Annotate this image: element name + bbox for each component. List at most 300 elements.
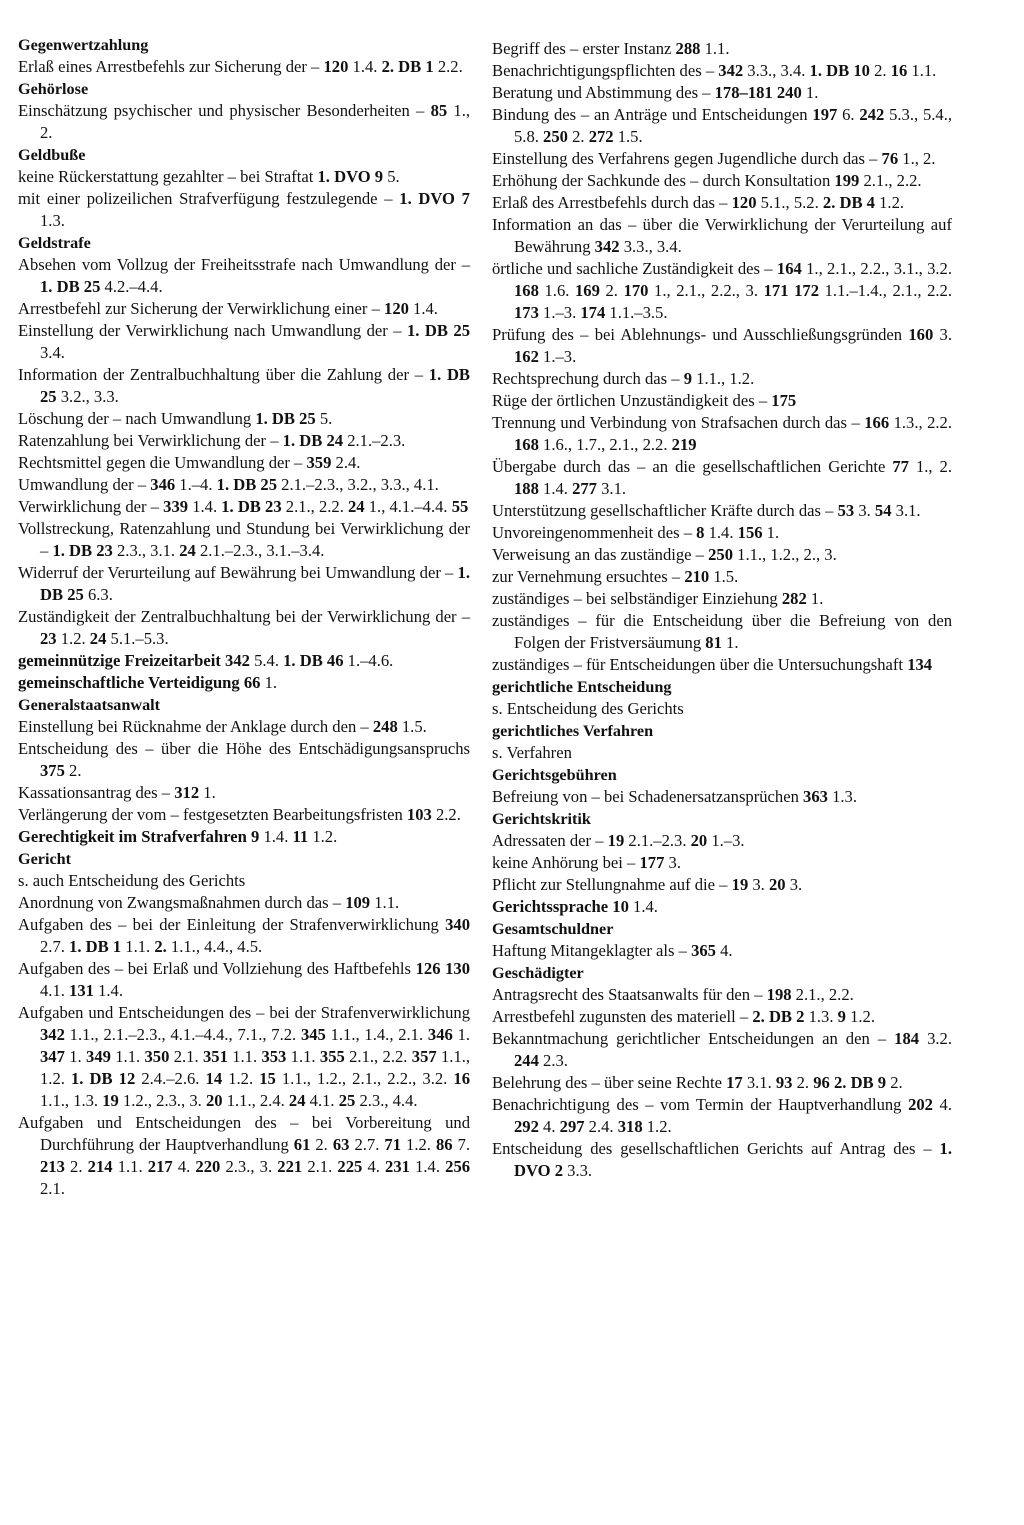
entry-text: Widerruf der Verurteilung auf Bewährung bei Umwandlung der – [18,563,458,582]
reference-number: 85 [430,101,448,120]
index-entry [492,500,952,522]
entry-text: Erlaß des Arrestbefehls durch das – [492,193,732,212]
index-entry [18,672,470,694]
entry-text: Aufgaben und Entscheidungen des – bei Vorbereitung und Durchführung der Hauptverhandlung [18,1113,470,1154]
index-entry [18,452,470,474]
reference-number: 221 [277,1157,303,1176]
entry-text: 3.1. [891,501,921,520]
entry-text: keine Anhörung bei – [492,853,640,872]
reference-number: 357 [411,1047,437,1066]
reference-number: 63 [332,1135,350,1154]
entry-text: Einschätzung psychischer und physischer Besonderheiten – [18,101,431,120]
entry-text: 1.3. [827,787,857,806]
reference-number: 214 [87,1157,113,1176]
entry-text: 3. [933,325,952,344]
entry-text: Bekanntmachung gerichtlicher Entscheidungen an den – [492,1029,895,1048]
entry-text: 1.1., 2.1.–2.3., 4.1.–4.4., 7.1., 7.2. [64,1025,301,1044]
reference-number: 231 [385,1157,410,1176]
reference-number: 168 [514,281,539,300]
index-heading: Gerichtsgebühren [492,766,617,784]
reference-number: 55 [451,497,469,516]
index-entry [18,1002,470,1112]
entry-text: 1.2. [308,827,338,846]
reference-number: 1. DB 25 [40,365,470,406]
index-entry [18,738,470,782]
index-entry [492,654,952,676]
reference-number: 1. DB 25 [407,321,470,340]
reference-number: 342 [718,61,744,80]
entry-text: Arrestbefehl zugunsten des materiell – [492,1007,753,1026]
index-entry [492,830,952,852]
reference-number: 19 [731,875,749,894]
entry-text: Pflicht zur Stellungnahme auf die – [492,875,732,894]
entry-text: Aufgaben des – bei der Einleitung der Strafenverwirklichung [18,915,446,934]
index-entry [492,456,952,500]
entry-text: 1. [806,589,824,608]
entry-text: 1.1. [370,893,400,912]
index-entry [492,940,952,962]
entry-text: 1. [199,783,216,802]
reference-number: 20 [690,831,708,850]
entry-text: Anordnung von Zwangsmaßnahmen durch das – [18,893,346,912]
reference-number: 1. DB 25 [216,475,278,494]
reference-number: 2. DB 9 [833,1073,887,1092]
reference-number: 166 [864,413,890,432]
index-entry [18,562,470,606]
reference-number: 25 [338,1091,356,1110]
entry-text: 1., 4.1.–4.4. [364,497,452,516]
entry-text: örtliche und sachliche Zuständigkeit des – [492,259,777,278]
entry-text: Haftung Mitangeklagter als – [492,941,692,960]
reference-number: 24 [288,1091,306,1110]
entry-text: 1.1. [112,1157,148,1176]
index-entry [18,958,470,1002]
entry-text: 5. [383,167,400,186]
entry-text: Einstellung bei Rücknahme der Anklage durch den – [18,717,373,736]
entry-text: 1.4. [704,523,738,542]
entry-text: 2.4.–2.6. [135,1069,206,1088]
entry-text: 1.1. [700,39,730,58]
index-entry [492,324,952,368]
reference-number: 109 [345,893,371,912]
reference-number: 16 [890,61,908,80]
index-heading: Gegenwertzahlung [18,36,149,54]
reference-number: 160 [908,325,934,344]
entry-text: 2.1.–2.3. [624,831,691,850]
entry-text: 1.1., 2.4. [222,1091,289,1110]
reference-number: 174 [580,303,606,322]
reference-number: 131 [69,981,94,1000]
index-entry [18,606,470,650]
reference-number: 220 [195,1157,221,1176]
entry-text: 2.3., 3.1. [112,541,180,560]
entry-text: 1.1., 1.2. [40,1047,471,1088]
entry-text: 1., 2.1., 2.2., 3.1., 3.2. [801,259,952,278]
entry-text: Antragsrecht des Staatsanwalts für den – [492,985,767,1004]
reference-number: 2. [154,937,167,956]
reference-number: 14 [205,1069,223,1088]
entry-text: Entscheidung des – über die Höhe des Entschädigungsanspruchs [18,739,470,758]
index-entry [492,148,952,170]
reference-number: 170 [623,281,649,300]
entry-text: Vollstreckung, Ratenzahlung und Stundung bei Verwirklichung der – [18,519,470,560]
index-entry [492,522,952,544]
index-entry [18,518,470,562]
entry-text: 3.2. [919,1029,953,1048]
reference-number: 76 [881,149,899,168]
reference-number: gemeinschaftliche Verteidigung 66 [18,673,261,692]
entry-text: Adressaten der – [492,831,608,850]
entry-text: 1. [721,633,739,652]
index-entry [492,38,952,60]
reference-number: 350 [144,1047,170,1066]
entry-text: 2.1. [169,1047,203,1066]
reference-number: 1. DVO 2 [514,1139,952,1180]
reference-number: 20 [205,1091,223,1110]
index-entry [18,254,470,298]
reference-number: 199 [834,171,860,190]
reference-number: 340 [445,915,470,934]
reference-number: 355 [319,1047,345,1066]
entry-text: 1.5. [397,717,427,736]
entry-text: 1.3. [40,211,65,230]
entry-text: 1., 2. [898,149,936,168]
entry-text: Einstellung der Verwirklichung nach Umwandlung der – [18,321,407,340]
entry-text: 5.4. [249,651,284,670]
entry-text: 1.4. [538,479,573,498]
reference-number: 175 [771,391,797,410]
reference-number: 120 [731,193,757,212]
entry-text: 1.6., 1.7., 2.1., 2.2. [538,435,672,454]
entry-text: Aufgaben und Entscheidungen des – bei der Strafenverwirklichung [18,1003,470,1022]
index-heading: Geldbuße [18,146,86,164]
reference-number: 219 [671,435,697,454]
entry-text: Bindung des – an Anträge und Entscheidungen [492,105,813,124]
entry-text: 4. [362,1157,386,1176]
reference-number: 1. DB 10 [809,61,870,80]
entry-text: 3.2., 3.3. [56,387,119,406]
reference-number: 54 [874,501,892,520]
index-entry [492,588,952,610]
entry-text: 3. [748,875,769,894]
entry-text: Löschung der – nach Umwandlung [18,409,256,428]
index-entry [18,100,470,144]
entry-text: 5.3., 5.4., 5.8. [514,105,953,146]
reference-number: 156 [737,523,763,542]
reference-number: 197 [812,105,838,124]
entry-text: Information der Zentralbuchhaltung über die Zahlung der – [18,365,429,384]
entry-text: 2.1.–2.3., 3.2., 3.3., 4.1. [277,475,439,494]
entry-text: 2.3. [538,1051,568,1070]
reference-number: 349 [86,1047,111,1066]
reference-number: 1. DB 23 [52,541,113,560]
reference-number: 120 [384,299,409,318]
entry-text: Prüfung des – bei Ablehnungs- und Ausschließungsgründen [492,325,909,344]
entry-text: 2.1., 2.2. [344,1047,412,1066]
entry-text: s. auch Entscheidung des Gerichts [18,871,246,890]
entry-text: 1.1. [286,1047,320,1066]
entry-text: 4. [538,1117,560,1136]
reference-number: 16 [453,1069,470,1088]
reference-number: 162 [514,347,539,366]
entry-text: Absehen vom Vollzug der Freiheitsstrafe nach Umwandlung der – [18,255,470,274]
entry-text: 1.4. [628,897,658,916]
entry-text: 1.4. [93,981,123,1000]
reference-number: 19 [102,1091,119,1110]
index-entry [18,826,470,848]
entry-text: 2.1.–2.3., 3.1.–3.4. [195,541,325,560]
entry-text: 1.4. [348,57,382,76]
entry-text: 2.1., 2.2. [859,171,922,190]
entry-text: 2.1. [302,1157,338,1176]
reference-number: 342 [40,1025,65,1044]
reference-number: 8 [696,523,705,542]
entry-text: Zuständigkeit der Zentralbuchhaltung bei der Verwirklichung der – [18,607,470,626]
reference-number: 1. DB 25 [255,409,316,428]
index-entry [492,852,952,874]
reference-number: gemeinnützige Freizeitarbeit 342 [18,651,250,670]
index-entry [18,298,470,320]
reference-number: 363 [803,787,828,806]
reference-number: 169 [575,281,600,300]
reference-number: 177 [639,853,665,872]
reference-number: 288 [675,39,701,58]
entry-text: 2.2. [433,57,463,76]
reference-number: 53 [837,501,855,520]
reference-number: 71 [384,1135,401,1154]
entry-text: 2. [64,1157,88,1176]
reference-number: 126 130 [415,959,470,978]
entry-text: 2.2. [431,805,461,824]
entry-text: Verweisung an das zuständige – [492,545,709,564]
reference-number: 242 [859,105,885,124]
reference-number: 1. DVO 9 [317,167,384,186]
index-entry [18,430,470,452]
entry-text: s. Verfahren [492,743,572,762]
reference-number: 312 [174,783,200,802]
index-entry [492,1094,952,1138]
entry-text: 4.1. [40,981,70,1000]
entry-text: zuständiges – für Entscheidungen über die Untersuchungshaft [492,655,908,674]
entry-text: 2.3., 4.4. [355,1091,418,1110]
reference-number: 17 [726,1073,743,1092]
index-heading: Gehörlose [18,80,89,98]
index-entry [492,610,952,654]
reference-number: 9 [837,1007,846,1026]
entry-text: 2. [567,127,589,146]
index-entry [492,896,952,918]
index-entry [492,104,952,148]
entry-text: 1.1.–3.5. [605,303,668,322]
entry-text: zuständiges – bei selbständiger Einziehung [492,589,782,608]
entry-text: Benachrichtigungspflichten des – [492,61,719,80]
reference-number: 198 [766,985,792,1004]
entry-text: 1.1. [227,1047,262,1066]
index-heading: gerichtliches Verfahren [492,722,654,740]
entry-text: Trennung und Verbindung von Strafsachen durch das – [492,413,865,432]
reference-number: 346 [427,1025,453,1044]
entry-text: Verwirklichung der – [18,497,164,516]
entry-text: 1.2. [874,193,905,212]
entry-text: mit einer polizeilichen Strafverfügung festzulegende – [18,189,400,208]
reference-number: 244 [514,1051,539,1070]
entry-text: 4. [172,1157,196,1176]
entry-text: 2.4. [331,453,361,472]
entry-text: Befreiung von – bei Schadenersatzansprüchen [492,787,804,806]
entry-text: 2.7. [40,937,70,956]
entry-text: Verlängerung der vom – festgesetzten Bearbeitungsfristen [18,805,407,824]
entry-text: 1.4. [188,497,222,516]
index-entry [18,408,470,430]
index-entry [492,698,952,720]
reference-number: 2. DB 2 [752,1007,805,1026]
reference-number: 1. DB 24 [282,431,344,450]
index-entry [18,782,470,804]
entry-text: 2.1.–2.3. [343,431,406,450]
entry-text: 1. [801,83,819,102]
entry-text: 2.1. [40,1179,65,1198]
index-entry [18,892,470,914]
entry-text: Rechtsmittel gegen die Umwandlung der – [18,453,307,472]
index-entry [18,870,470,892]
entry-text: 2.1., 2.2. [281,497,348,516]
reference-number: 134 [907,655,933,674]
index-entry [492,544,952,566]
entry-text: Rüge der örtlichen Unzuständigkeit des – [492,391,772,410]
reference-number: 1. DVO 7 [399,189,470,208]
entry-text: 3.4. [40,343,65,362]
reference-number: 217 [147,1157,173,1176]
entry-text: 3.3., 3.4. [743,61,810,80]
entry-text: 1., 2. [40,101,470,142]
reference-number: 1. DB 46 [283,651,344,670]
reference-number: 61 [293,1135,311,1154]
entry-text: Übergabe durch das – an die gesellschaftlichen Gerichte [492,457,893,476]
entry-text: 5.1.–5.3. [106,629,169,648]
index-entry [18,320,470,364]
index-entry [492,1028,952,1072]
entry-text: Arrestbefehl zur Sicherung der Verwirklichung einer – [18,299,385,318]
reference-number: 339 [163,497,189,516]
reference-number: 1. DB 25 [40,277,101,296]
reference-number: 375 [40,761,65,780]
reference-number: 256 [445,1157,471,1176]
entry-text: 1.1., 1.2., 2.1., 2.2., 3.2. [275,1069,454,1088]
entry-text: 2.4. [584,1117,618,1136]
index-entry [18,650,470,672]
entry-text: 1.1., 1.4., 2.1. [325,1025,428,1044]
reference-number: 178–181 240 [714,83,802,102]
entry-text: 3. [854,501,875,520]
entry-text: 2. [599,281,624,300]
entry-text: 4. [932,1095,953,1114]
index-column-left [18,34,470,1200]
reference-number: 20 [768,875,786,894]
entry-text: Kassationsantrag des – [18,783,175,802]
reference-number: 168 [514,435,539,454]
entry-text: 1.3. [804,1007,838,1026]
reference-number: 2. DB 1 [381,57,434,76]
entry-text: 1.4. [409,1157,446,1176]
entry-text: 2.3., 3. [220,1157,278,1176]
entry-text: 3. [664,853,681,872]
reference-number: 23 [40,629,57,648]
index-entry [492,82,952,104]
index-entry [18,716,470,738]
reference-number: 365 [691,941,716,960]
reference-number: 250 [543,127,568,146]
reference-number: 9 [683,369,692,388]
entry-text: 1.1., 1.2. [692,369,755,388]
index-entry [492,192,952,214]
entry-text: 1. [260,673,278,692]
index-column-right [492,38,952,1182]
entry-text: 2. [869,61,891,80]
entry-text: 1.2. [56,629,90,648]
index-entry [492,566,952,588]
index-entry [492,390,952,412]
entry-text: 4.1. [305,1091,339,1110]
index-entry [492,412,952,456]
reference-number: 1. DB 1 [69,937,122,956]
index-entry [492,214,952,258]
reference-number: 24 [89,629,107,648]
entry-text: Unterstützung gesellschaftlicher Kräfte durch das – [492,501,838,520]
entry-text: 3.1. [596,479,627,498]
entry-text: Information an das – über die Verwirklichung der Verurteilung auf Bewährung [492,215,952,256]
reference-number: 184 [894,1029,920,1048]
entry-text: 1., 2. [908,457,952,476]
reference-number: 24 [348,497,365,516]
reference-number: 292 [514,1117,539,1136]
entry-text: 1.2. [845,1007,875,1026]
entry-text: 1.1. [121,937,155,956]
reference-number: 103 [406,805,432,824]
entry-text: 1.2. [401,1135,436,1154]
reference-number: 188 [514,479,539,498]
entry-text: 1.6. [538,281,575,300]
index-heading: Generalstaatsanwalt [18,696,161,714]
index-entry [18,914,470,958]
entry-text: Ratenzahlung bei Verwirklichung der – [18,431,283,450]
index-entry [18,56,470,78]
entry-text: 3.3., 3.4. [619,237,682,256]
reference-number: 24 [179,541,196,560]
index-entry [18,474,470,496]
reference-number: 351 [202,1047,228,1066]
index-entry [18,804,470,826]
entry-text: 1. [452,1025,471,1044]
reference-number: 11 [292,827,309,846]
reference-number: 2. DB 4 [822,193,875,212]
entry-text: 4.2.–4.4. [100,277,163,296]
entry-text: 1.5. [709,567,739,586]
reference-number: 353 [261,1047,287,1066]
entry-text: 1.1., 1.3. [40,1091,103,1110]
reference-number: 93 [775,1073,793,1092]
reference-number: 171 172 [763,281,820,300]
entry-text: 1.–3. [707,831,745,850]
index-entry [18,188,470,232]
index-entry [492,170,952,192]
entry-text: zur Vernehmung ersuchtes – [492,567,685,586]
index-entry [492,258,952,324]
reference-number: 210 [684,567,710,586]
index-entry [492,984,952,1006]
entry-text: 2. [64,761,82,780]
entry-text: 3.1. [742,1073,776,1092]
entry-text: 3. [785,875,803,894]
